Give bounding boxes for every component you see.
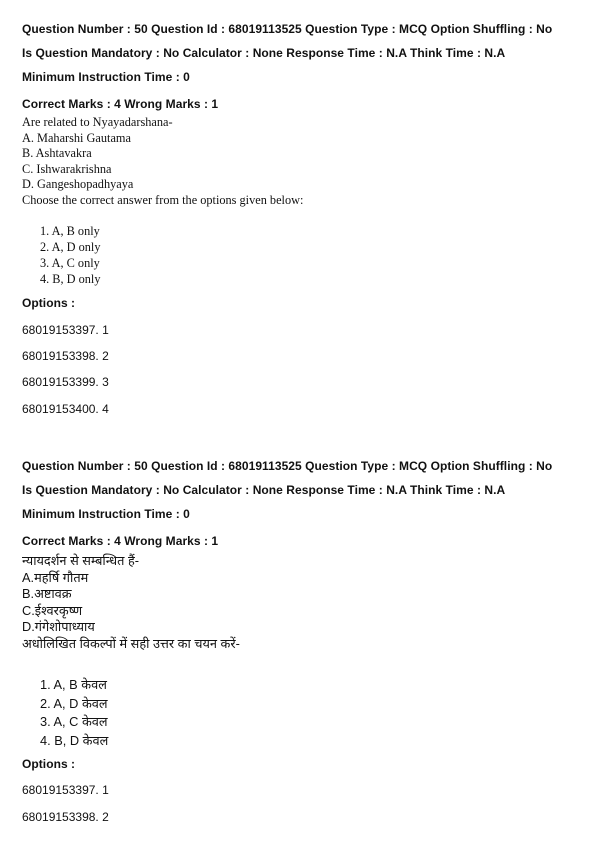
question-line: Choose the correct answer from the options given below: [22, 192, 304, 207]
option-id: 68019153399. 3 [22, 375, 109, 389]
question-line: अधोलिखित विकल्पों में सही उत्तर का चयन करें- [22, 635, 240, 651]
answer-choice: 3. A, C केवल [40, 714, 108, 730]
marks-line: Correct Marks : 4 Wrong Marks : 1 [22, 534, 219, 548]
question-line: C. Ishwarakrishna [22, 161, 112, 176]
answer-choice: 2. A, D केवल [40, 695, 108, 711]
option-id: 68019153397. 1 [22, 783, 109, 797]
question-line: C.ईश्वरकृष्ण [22, 602, 83, 618]
answer-choice: 3. A, C only [40, 256, 100, 270]
answer-choices [40, 676, 108, 750]
answer-choice: 2. A, D only [40, 240, 101, 254]
options-label: Options : [22, 296, 76, 310]
question-header-line-2: Is Question Mandatory : No Calculator : None Response Time : N.A Think Time : N.A [22, 46, 506, 60]
question-line: D. Gangeshopadhyaya [22, 177, 134, 191]
question-header-line-1: Question Number : 50 Question Id : 68019113525 Question Type : MCQ Option Shuffling : No [22, 459, 553, 473]
question-line: B. Ashtavakra [22, 146, 92, 160]
question-text [22, 115, 303, 208]
question-line: न्यायदर्शन से सम्बन्धित हैं- [22, 553, 140, 568]
question-header-line-2: Is Question Mandatory : No Calculator : None Response Time : N.A Think Time : N.A [22, 483, 506, 497]
answer-choice: 4. B, D केवल [40, 732, 109, 748]
answer-choices [40, 223, 100, 287]
question-line: B.अष्टावक्र [22, 586, 72, 602]
option-id: 68019153400. 4 [22, 402, 109, 416]
minimum-instruction-time: Minimum Instruction Time : 0 [22, 70, 190, 84]
question-text [22, 553, 240, 653]
option-id: 68019153398. 2 [22, 349, 109, 363]
marks-line: Correct Marks : 4 Wrong Marks : 1 [22, 97, 219, 111]
question-header-line-1: Question Number : 50 Question Id : 68019113525 Question Type : MCQ Option Shuffling : No [22, 22, 553, 36]
question-line: Are related to Nyayadarshana- [22, 115, 173, 129]
question-line: A. Maharshi Gautama [22, 130, 131, 145]
answer-choice: 1. A, B only [40, 224, 100, 238]
answer-choice: 1. A, B केवल [40, 677, 107, 692]
option-id: 68019153398. 2 [22, 810, 109, 824]
option-id: 68019153397. 1 [22, 323, 109, 337]
options-label: Options : [22, 757, 76, 771]
answer-choice: 4. B, D only [40, 272, 101, 286]
minimum-instruction-time: Minimum Instruction Time : 0 [22, 507, 190, 521]
question-line: D.गंगेशोपाध्याय [22, 619, 95, 635]
question-line: A.महर्षि गौतम [22, 569, 89, 585]
